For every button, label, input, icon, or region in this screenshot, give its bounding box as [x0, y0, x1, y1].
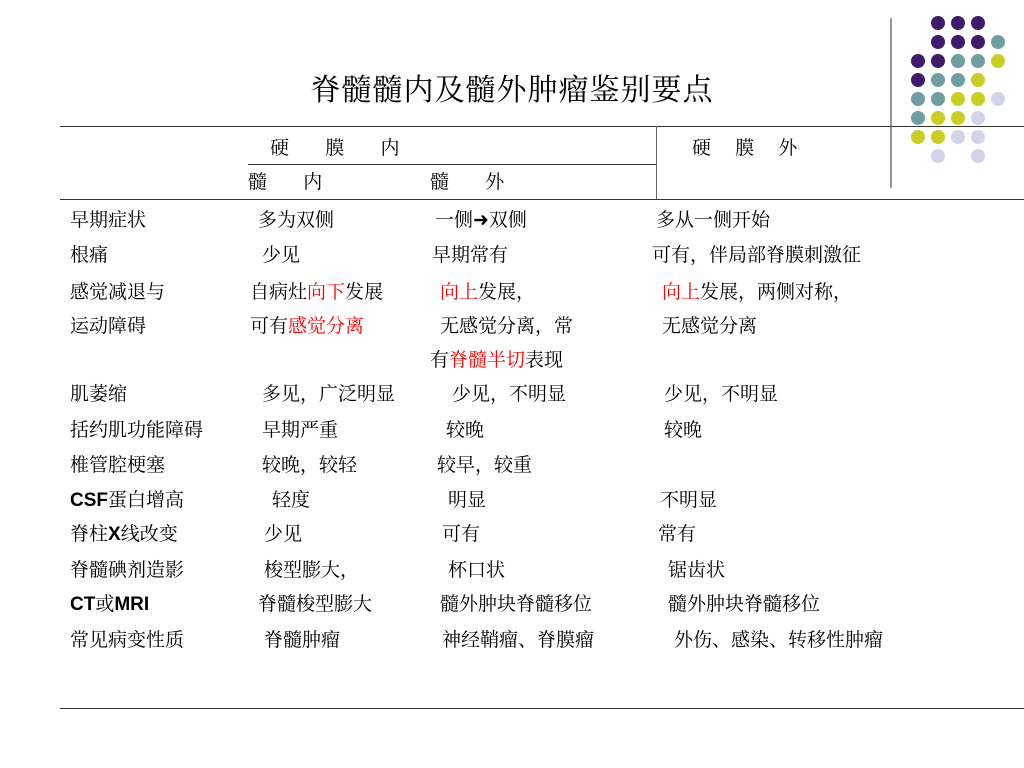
extramedullary-cell — [440, 280, 535, 304]
extramedullary-cell: 早期常有 — [432, 244, 509, 266]
intramedullary-cell — [250, 280, 383, 304]
label-latin: X — [108, 524, 121, 545]
decor-dot — [971, 35, 985, 49]
extradural-cell: 较晚 — [664, 419, 703, 441]
decor-dot — [911, 54, 925, 68]
extradural-cell — [662, 280, 852, 304]
header-extramedullary: 髓 外 — [430, 171, 505, 193]
row-label: 运动障碍 — [70, 315, 147, 337]
decor-dot — [971, 54, 985, 68]
highlight-text: 感觉分离 — [288, 315, 365, 337]
intramedullary-cell: 脊髓梭型膨大 — [258, 593, 373, 615]
extradural-cell: 常有 — [658, 523, 697, 545]
cell-text: 发展，两侧对称， — [700, 281, 853, 303]
row-label — [70, 592, 149, 617]
intramedullary-cell: 早期严重 — [262, 419, 339, 441]
header-bottom-rule — [60, 199, 1024, 200]
decor-dot — [951, 54, 965, 68]
label-latin: MRI — [114, 594, 150, 615]
row-label: 椎管腔梗塞 — [70, 454, 166, 476]
decor-dot — [911, 130, 925, 144]
extradural-cell: 可有，伴局部脊膜刺激征 — [652, 244, 862, 266]
extradural-cell: 无感觉分离 — [662, 315, 758, 337]
decor-dot — [951, 16, 965, 30]
extramedullary-cell: 一侧➜双侧 — [435, 209, 527, 231]
decor-dot — [931, 16, 945, 30]
extramedullary-cell: 少见，不明显 — [452, 383, 567, 405]
row-label: 早期症状 — [70, 209, 147, 231]
extramedullary-cell: 较晚 — [446, 419, 485, 441]
extramedullary-cell: 无感觉分离，常 — [440, 315, 574, 337]
highlight-text: 向上 — [662, 281, 701, 303]
highlight-text: 向下 — [307, 281, 346, 303]
decor-dot — [971, 111, 985, 125]
header-intramedullary: 髓 内 — [248, 171, 323, 193]
extradural-cell: 不明显 — [660, 489, 718, 511]
row-label — [70, 488, 184, 513]
decor-dot — [931, 35, 945, 49]
row-label — [70, 522, 178, 547]
intramedullary-cell: 少见 — [262, 244, 301, 266]
decor-dot — [991, 35, 1005, 49]
cell-text: 可有 — [250, 315, 289, 337]
cell-text: 发展， — [478, 281, 536, 303]
extramedullary-cell: 可有 — [442, 523, 481, 545]
cell-text: 有 — [430, 349, 450, 371]
header-divider — [656, 126, 657, 200]
cell-text: 发展 — [345, 281, 384, 303]
extradural-cell: 髓外肿块脊髓移位 — [668, 593, 821, 615]
decor-dot — [931, 111, 945, 125]
extramedullary-cell: 明显 — [448, 489, 487, 511]
row-label: 肌萎缩 — [70, 383, 128, 405]
row-label: 感觉减退与 — [70, 281, 166, 303]
cell-text: 脊柱 — [70, 523, 109, 545]
label-latin: CT — [70, 594, 96, 615]
row-label: 常见病变性质 — [70, 629, 185, 651]
cell-text: 蛋白增高 — [108, 489, 185, 511]
intramedullary-cell: 多为双侧 — [258, 209, 335, 231]
table-bottom-rule — [60, 708, 1024, 709]
extramedullary-cell: 杯口状 — [448, 559, 506, 581]
slide-title: 脊髓髓内及髓外肿瘤鉴别要点 — [310, 73, 714, 108]
cell-text: 或 — [95, 593, 115, 615]
decor-dot — [931, 54, 945, 68]
extramedullary-cell: 髓外肿块脊髓移位 — [440, 593, 593, 615]
cell-text: 表现 — [525, 349, 564, 371]
extradural-cell: 锯齿状 — [668, 559, 726, 581]
intramedullary-cell: 多见，广泛明显 — [262, 383, 396, 405]
decor-dot — [931, 149, 945, 163]
decor-dot — [951, 130, 965, 144]
extradural-cell: 外伤、感染、转移性肿瘤 — [674, 629, 884, 651]
extradural-cell: 少见，不明显 — [664, 383, 779, 405]
row-label: 括约肌功能障碍 — [70, 419, 204, 441]
table-top-rule — [60, 126, 1024, 127]
intramedullary-cell: 少见 — [264, 523, 303, 545]
decor-dot — [971, 16, 985, 30]
cell-text: 线改变 — [120, 523, 178, 545]
row-label: 根痛 — [70, 244, 109, 266]
row-label: 脊髓碘剂造影 — [70, 559, 185, 581]
decor-dot — [971, 130, 985, 144]
label-latin: CSF — [70, 490, 108, 511]
decor-dot — [911, 111, 925, 125]
intramedullary-cell: 轻度 — [272, 489, 311, 511]
decor-dot — [931, 130, 945, 144]
highlight-text: 向上 — [440, 281, 479, 303]
intramedullary-cell: 脊髓肿瘤 — [264, 629, 341, 651]
decor-dot — [971, 149, 985, 163]
cell-text: 自病灶 — [250, 281, 308, 303]
header-extradural: 硬 膜 外 — [692, 137, 798, 159]
decor-dot — [991, 54, 1005, 68]
decor-dot — [951, 111, 965, 125]
extramedullary-cell: 神经鞘瘤、脊膜瘤 — [442, 629, 595, 651]
header-intradural: 硬 膜 内 — [270, 137, 400, 159]
extradural-cell: 多从一侧开始 — [656, 209, 771, 231]
intramedullary-cell: 梭型膨大， — [264, 559, 360, 581]
extramedullary-cell — [430, 348, 563, 372]
header-subrule — [248, 164, 656, 165]
intramedullary-cell: 较晚，较轻 — [262, 454, 358, 476]
extramedullary-cell: 较早，较重 — [437, 454, 533, 476]
highlight-text: 脊髓半切 — [449, 349, 526, 371]
intramedullary-cell — [250, 314, 364, 338]
decor-dot — [951, 35, 965, 49]
